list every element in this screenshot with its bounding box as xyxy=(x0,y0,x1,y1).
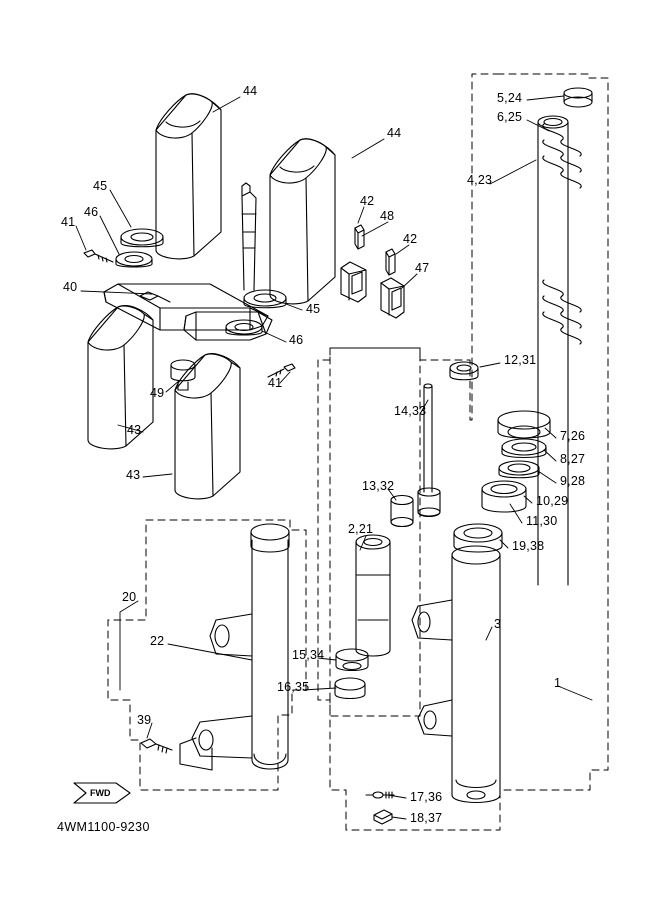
callout-16-35: 16,35 xyxy=(277,680,310,694)
callout-41-left: 41 xyxy=(61,215,76,229)
callout-9-28: 9,28 xyxy=(560,474,586,488)
callout-1: 1 xyxy=(554,676,562,690)
callout-46-mid: 46 xyxy=(289,333,304,347)
callout-18-37: 18,37 xyxy=(410,811,443,825)
callout-47: 47 xyxy=(415,261,430,275)
callout-44-upper-mid: 44 xyxy=(387,126,402,140)
callout-49: 49 xyxy=(150,386,165,400)
callout-45-left: 45 xyxy=(93,179,108,193)
callout-39: 39 xyxy=(137,713,152,727)
callout-12-31: 12,31 xyxy=(504,353,537,367)
callout-20: 20 xyxy=(122,590,137,604)
callout-10-29: 10,29 xyxy=(536,494,569,508)
callout-13-32: 13,32 xyxy=(362,479,395,493)
callout-14-33: 14,33 xyxy=(394,404,427,418)
callout-11-30: 11,30 xyxy=(526,514,558,528)
callout-6-25: 6,25 xyxy=(497,110,523,124)
callout-17-36: 17,36 xyxy=(410,790,443,804)
fwd-arrow-label: FWD xyxy=(90,788,111,798)
callout-42-upper: 42 xyxy=(360,194,375,208)
callout-8-27: 8,27 xyxy=(560,452,586,466)
callout-41-right: 41 xyxy=(268,376,283,390)
callout-19-38: 19,38 xyxy=(512,539,545,553)
callout-46-left: 46 xyxy=(84,205,99,219)
callout-7-26: 7,26 xyxy=(560,429,586,443)
callout-40: 40 xyxy=(63,280,78,294)
callout-5-24: 5,24 xyxy=(497,91,523,105)
callout-43-lower: 43 xyxy=(126,468,141,482)
callout-2-21: 2,21 xyxy=(348,522,374,536)
callout-3: 3 xyxy=(494,617,502,631)
callout-48: 48 xyxy=(380,209,395,223)
callout-44-upper-left: 44 xyxy=(243,84,258,98)
callout-4-23: 4,23 xyxy=(467,173,493,187)
callout-22: 22 xyxy=(150,634,165,648)
diagram-part-number: 4WM1100-9230 xyxy=(57,820,150,834)
callout-42-lower: 42 xyxy=(403,232,418,246)
callout-45-mid: 45 xyxy=(306,302,321,316)
callout-43-upper: 43 xyxy=(127,423,142,437)
callout-15-34: 15,34 xyxy=(292,648,325,662)
